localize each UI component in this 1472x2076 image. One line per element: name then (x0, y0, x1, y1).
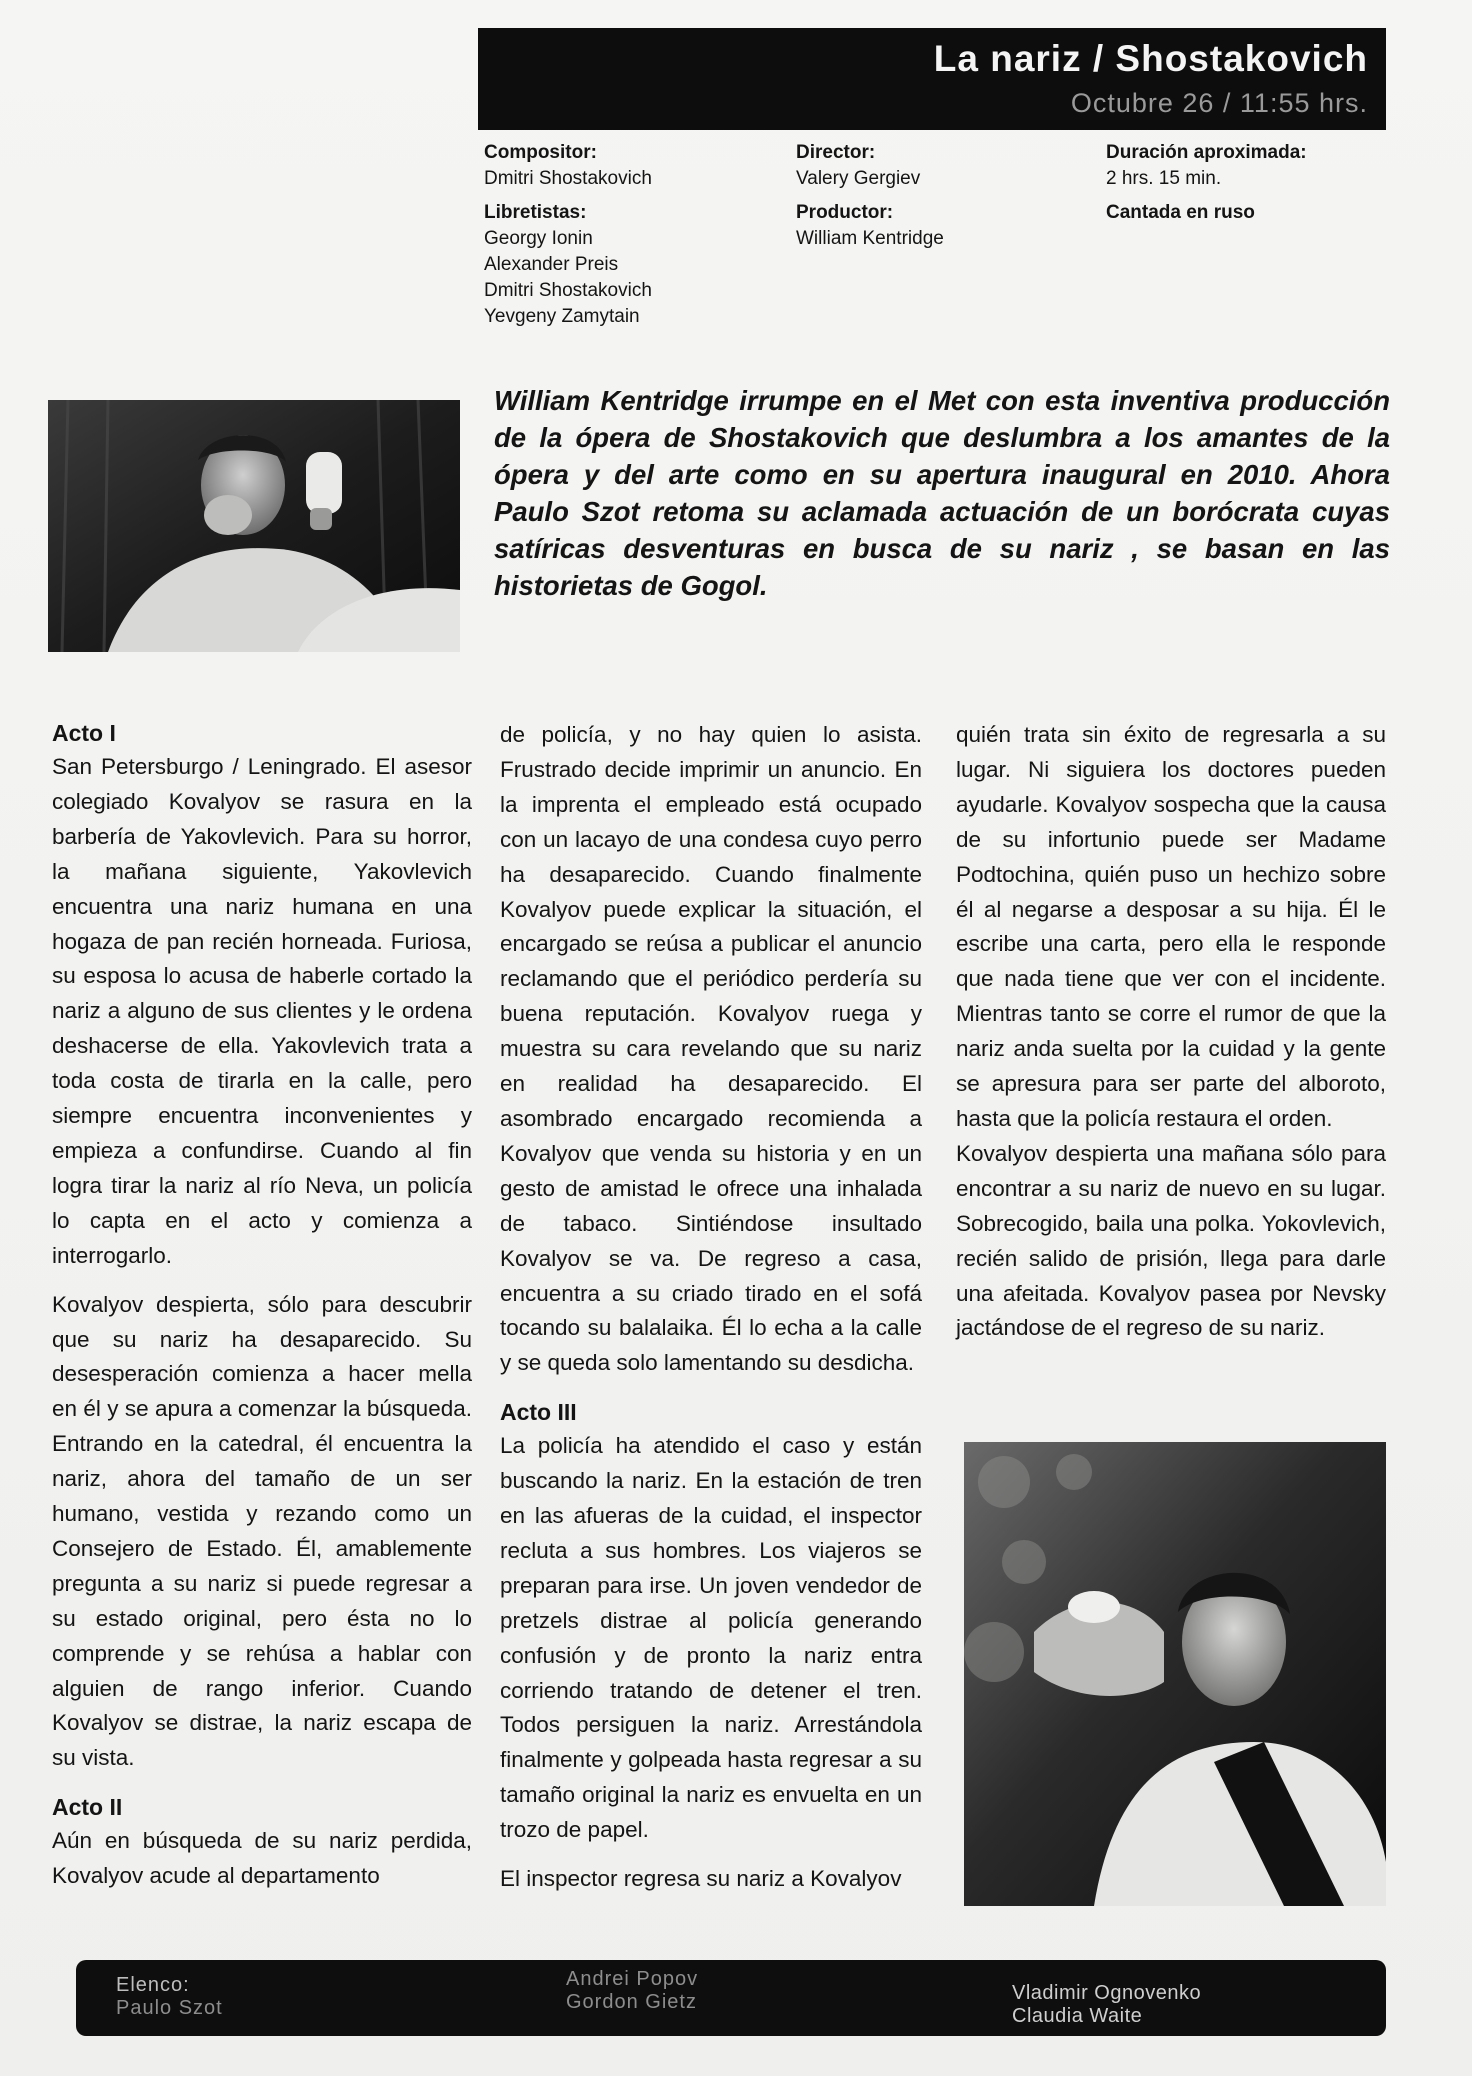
cast-group-3 (1012, 1982, 1201, 2028)
acto-1-paragraph-1: San Petersburgo / Leningrado. El asesor colegiado Kovalyov se rasura en la barbería de Yakovlevich. Para su horror, la mañana siguiente, Yakovlevich encuentra una nariz humana en una hogaza de pan recién horneada. Furiosa, su esposa lo acusa de haberle cortado la nariz a alguno de sus clientes y le ordena deshacerse de ella. Yakovlevich trata a toda costa de tirarla en la calle, pero siempre encuentra inconvenientes y empieza a confundirse. Cuando al fin logra tirar la nariz al río Neva, un policía lo capta en el acto y comienza a interrogarlo. (52, 754, 472, 1268)
productor-label: Productor: (796, 202, 894, 223)
synopsis-column-1 (52, 716, 472, 1908)
cast-label: Elenco: (116, 1974, 190, 1996)
libretista-name: Georgy Ionin (484, 228, 593, 249)
synopsis-column-2 (500, 718, 922, 1911)
acto-2-heading: Acto II (52, 1794, 123, 1821)
acto-3-paragraph-2-start: El inspector regresa su nariz a Kovalyov (500, 1866, 902, 1892)
compositor-name: Dmitri Shostakovich (484, 168, 652, 189)
libretistas-label: Libretistas: (484, 202, 587, 223)
cast-group-1 (116, 1974, 223, 2020)
acto-3-paragraph-2-cont: quién trata sin éxito de regresarla a su lugar. Ni siguiera los doctores pueden ayudarle. Kovalyov sospecha que la causa de su infortunio puede ser Madame Podtochina, quién puso un hechizo sobre él al negarse a desposar a su hija. Él le escribe una carta, pero ella le responde que nada tiene que ver con el incidente. Mientras tanto se corre el rumor de que la nariz anda suelta por la cuidad y la gente se apresura para ser parte del alboroto, hasta que la policía restaura el orden. (956, 722, 1386, 1131)
cast-bar (76, 1960, 1386, 2036)
cast-name: Gordon Gietz (566, 1991, 697, 2013)
libretista-name: Yevgeny Zamytain (484, 306, 640, 327)
actor-holding-nose-photo (964, 1442, 1386, 1906)
language-note: Cantada en ruso (1106, 202, 1255, 223)
libretista-name: Alexander Preis (484, 254, 619, 275)
acto-2-paragraph-cont: de policía, y no hay quien lo asista. Frustrado decide imprimir un anuncio. En la imprenta el empleado está ocupado con un lacayo de una condesa cuyo perro ha desaparecido. Cuando finalmente Kovalyov puede explicar la situación, el encargado se reúsa a publicar el anuncio reclamando que el periódico perdería su buena reputación. Kovalyov ruega y muestra su cara revelando que su nariz en realidad ha desaparecido. El asombrado encargado recomienda a Kovalyov que venda su historia y en un gesto de amistad le ofrece una inhalada de tabaco. Sintiéndose insultado Kovalyov se va. De regreso a casa, encuentra a su criado tirado en el sofá tocando su balalaika. Él lo echa a la calle y se queda solo lamentando su desdicha. (500, 722, 922, 1376)
credits-column-composer (484, 140, 652, 338)
acto-3-paragraph-3: Kovalyov despierta una mañana sólo para encontrar a su nariz de nuevo en su lugar. Sobrecogido, baila una polka. Yokovlevich, recién salido de prisión, llega para darle una afeitada. Kovalyov pasea por Nevsky jactándose de el regreso de su nariz. (956, 1140, 1386, 1341)
cast-name: Claudia Waite (1012, 2005, 1143, 2027)
acto-3-heading: Acto III (500, 1399, 577, 1426)
cast-group-2 (566, 1968, 698, 2014)
actor-with-mirror-photo (48, 400, 460, 652)
duracion-value: 2 hrs. 15 min. (1106, 168, 1222, 189)
cast-name: Vladimir Ognovenko (1012, 1982, 1202, 2004)
cast-name: Andrei Popov (566, 1968, 699, 1990)
director-label: Director: (796, 142, 876, 163)
acto-3-paragraph-1: La policía ha atendido el caso y están buscando la nariz. En la estación de tren en las afueras de la cuidad, el inspector recluta a sus hombres. Los viajeros se preparan para irse. Un joven vendedor de pretzels distrae al policía generando confusión y de pronto la nariz entra corriendo tratando de detener el tren. Todos persiguen la nariz. Arrestándola finalmente y golpeada hasta regresar a su tamaño original la nariz es envuelta en un trozo de papel. (500, 1433, 922, 1843)
synopsis-column-3 (956, 718, 1386, 1360)
cast-name: Paulo Szot (116, 1997, 223, 2019)
libretista-name: Dmitri Shostakovich (484, 280, 652, 301)
photo-illustration (48, 400, 460, 652)
compositor-label: Compositor: (484, 142, 597, 163)
acto-1-paragraph-2: Kovalyov despierta, sólo para descubrir que su nariz ha desaparecido. Su desesperación comienza a hacer mella en él y se apura a comenzar la búsqueda. Entrando en la catedral, él encuentra la nariz, ahora del tamaño de un ser humano, vestida y rezando como un Consejero de Estado. Él, amablemente pregunta a su nariz si puede regresar a su estado original, pero ésta no lo comprende y se rehúsa a hablar con alguien de rango inferior. Cuando Kovalyov se distrae, la nariz escapa de su vista. (52, 1291, 472, 1771)
photo-illustration (964, 1442, 1386, 1906)
page-title: La nariz / Shostakovich (933, 38, 1368, 79)
title-bar (478, 28, 1386, 130)
acto-2-paragraph-start: Aún en búsqueda de su nariz perdida, Kovalyov acude al departamento (52, 1828, 472, 1889)
duracion-label: Duración aproximada: (1106, 142, 1307, 163)
director-name: Valery Gergiev (796, 168, 921, 189)
credits-column-duration (1106, 140, 1307, 234)
credits-column-director (796, 140, 944, 260)
productor-name: William Kentridge (796, 228, 944, 249)
intro-paragraph: William Kentridge irrumpe en el Met con esta inventiva producción de la ópera de Shostakovich que deslumbra a los amantes de la ópera y del arte como en su apertura inaugural en 2010. Ahora Paulo Szot retoma su aclamada actuación de un borócrata cuyas satíricas desventuras en busca de su nariz , se basan en las historietas de Gogol. (494, 385, 1390, 601)
acto-1-heading: Acto I (52, 720, 116, 746)
performance-date: Octubre 26 / 11:55 hrs. (1070, 88, 1368, 118)
